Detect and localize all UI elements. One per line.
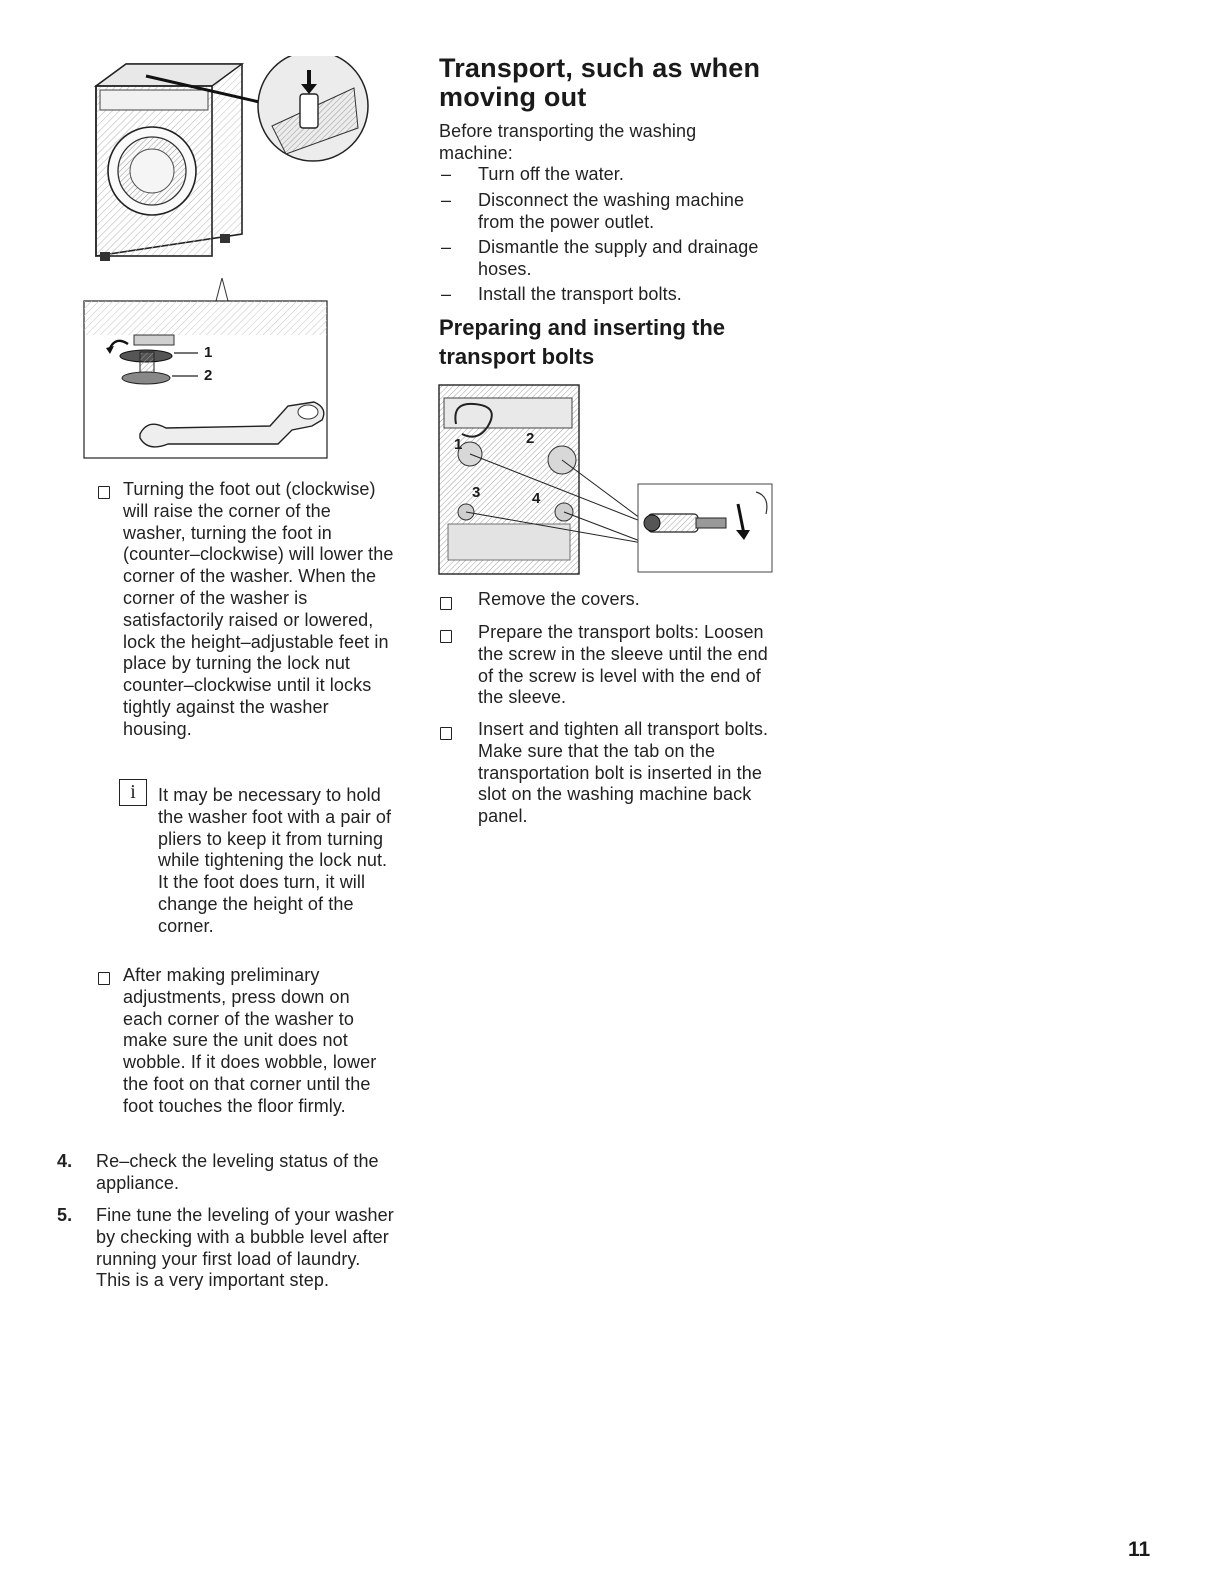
- info-icon: i: [119, 779, 147, 806]
- heading-transport-bolts: Preparing and inserting the transport bolts: [439, 315, 726, 369]
- dash-item: Dismantle the supply and drainage hoses.: [478, 237, 759, 279]
- bullet-checkbox-icon: [440, 630, 452, 643]
- dash-item: Disconnect the washing machine from the power outlet.: [478, 190, 745, 232]
- step-text: Re–check the leveling status of the appliance.: [96, 1151, 379, 1193]
- bullet-insert-bolts: Insert and tighten all transport bolts. Make sure that the tab on the transportation bolt is inserted in the slot on the washing machine back panel.: [478, 719, 769, 827]
- step-number: 5.: [57, 1205, 73, 1225]
- figure2-label-1: 1: [454, 436, 463, 453]
- dash-item: Install the transport bolts.: [478, 284, 682, 304]
- figure2-label-2: 2: [526, 430, 535, 447]
- bullet-checkbox-icon: [98, 486, 110, 499]
- figure1-label-1: 1: [204, 344, 213, 361]
- step-text: Fine tune the leveling of your washer by checking with a bubble level after running your first load of laundry. This is a very important step.: [96, 1205, 394, 1291]
- bullet-prepare-bolts: Prepare the transport bolts: Loosen the screw in the sleeve until the end of the screw is level with the end of the sleeve.: [478, 622, 768, 708]
- step-number: 4.: [57, 1151, 73, 1171]
- bolt-detail-box: [638, 484, 772, 572]
- bullet-checkbox-icon: [98, 972, 110, 985]
- bullet-wobble: After making preliminary adjustments, press down on each corner of the washer to make sure the unit does not wobble. If it does wobble, lower the foot on that corner until the foot touches the floor firmly.: [123, 965, 377, 1116]
- washer-foot-illustration: [82, 56, 374, 460]
- dash-marker: –: [441, 164, 452, 184]
- transport-intro: Before transporting the washing machine:: [439, 121, 697, 163]
- figure2-label-4: 4: [532, 490, 541, 507]
- dash-item: Turn off the water.: [478, 164, 624, 184]
- washer-back-panel: [439, 385, 579, 574]
- bullet-checkbox-icon: [440, 597, 452, 610]
- figure2-label-3: 3: [472, 484, 481, 501]
- bullet-remove-covers: Remove the covers.: [478, 589, 640, 609]
- info-note: It may be necessary to hold the washer foot with a pair of pliers to keep it from turning while tightening the lock nut. It the foot does turn, it will change the height of the corner.: [158, 785, 392, 936]
- figure1-label-2: 2: [204, 367, 213, 384]
- dash-marker: –: [441, 237, 452, 257]
- dash-marker: –: [441, 284, 452, 304]
- dash-marker: –: [441, 190, 452, 210]
- bullet-foot-adjust: Turning the foot out (clockwise) will raise the corner of the washer, turning the foot in (counter–clockwise) will lower the corner of the washer. When the corner of the washer is satisfactorily raised or lowered, lock the height–adjustable feet in place by turning the lock nut counter–clockwise until it locks tightly against the washer housing.: [123, 479, 394, 739]
- bullet-checkbox-icon: [440, 727, 452, 740]
- heading-transport: Transport, such as when moving out: [439, 53, 761, 112]
- page-number: 11: [1128, 1538, 1151, 1561]
- transport-bolts-illustration: [438, 384, 776, 576]
